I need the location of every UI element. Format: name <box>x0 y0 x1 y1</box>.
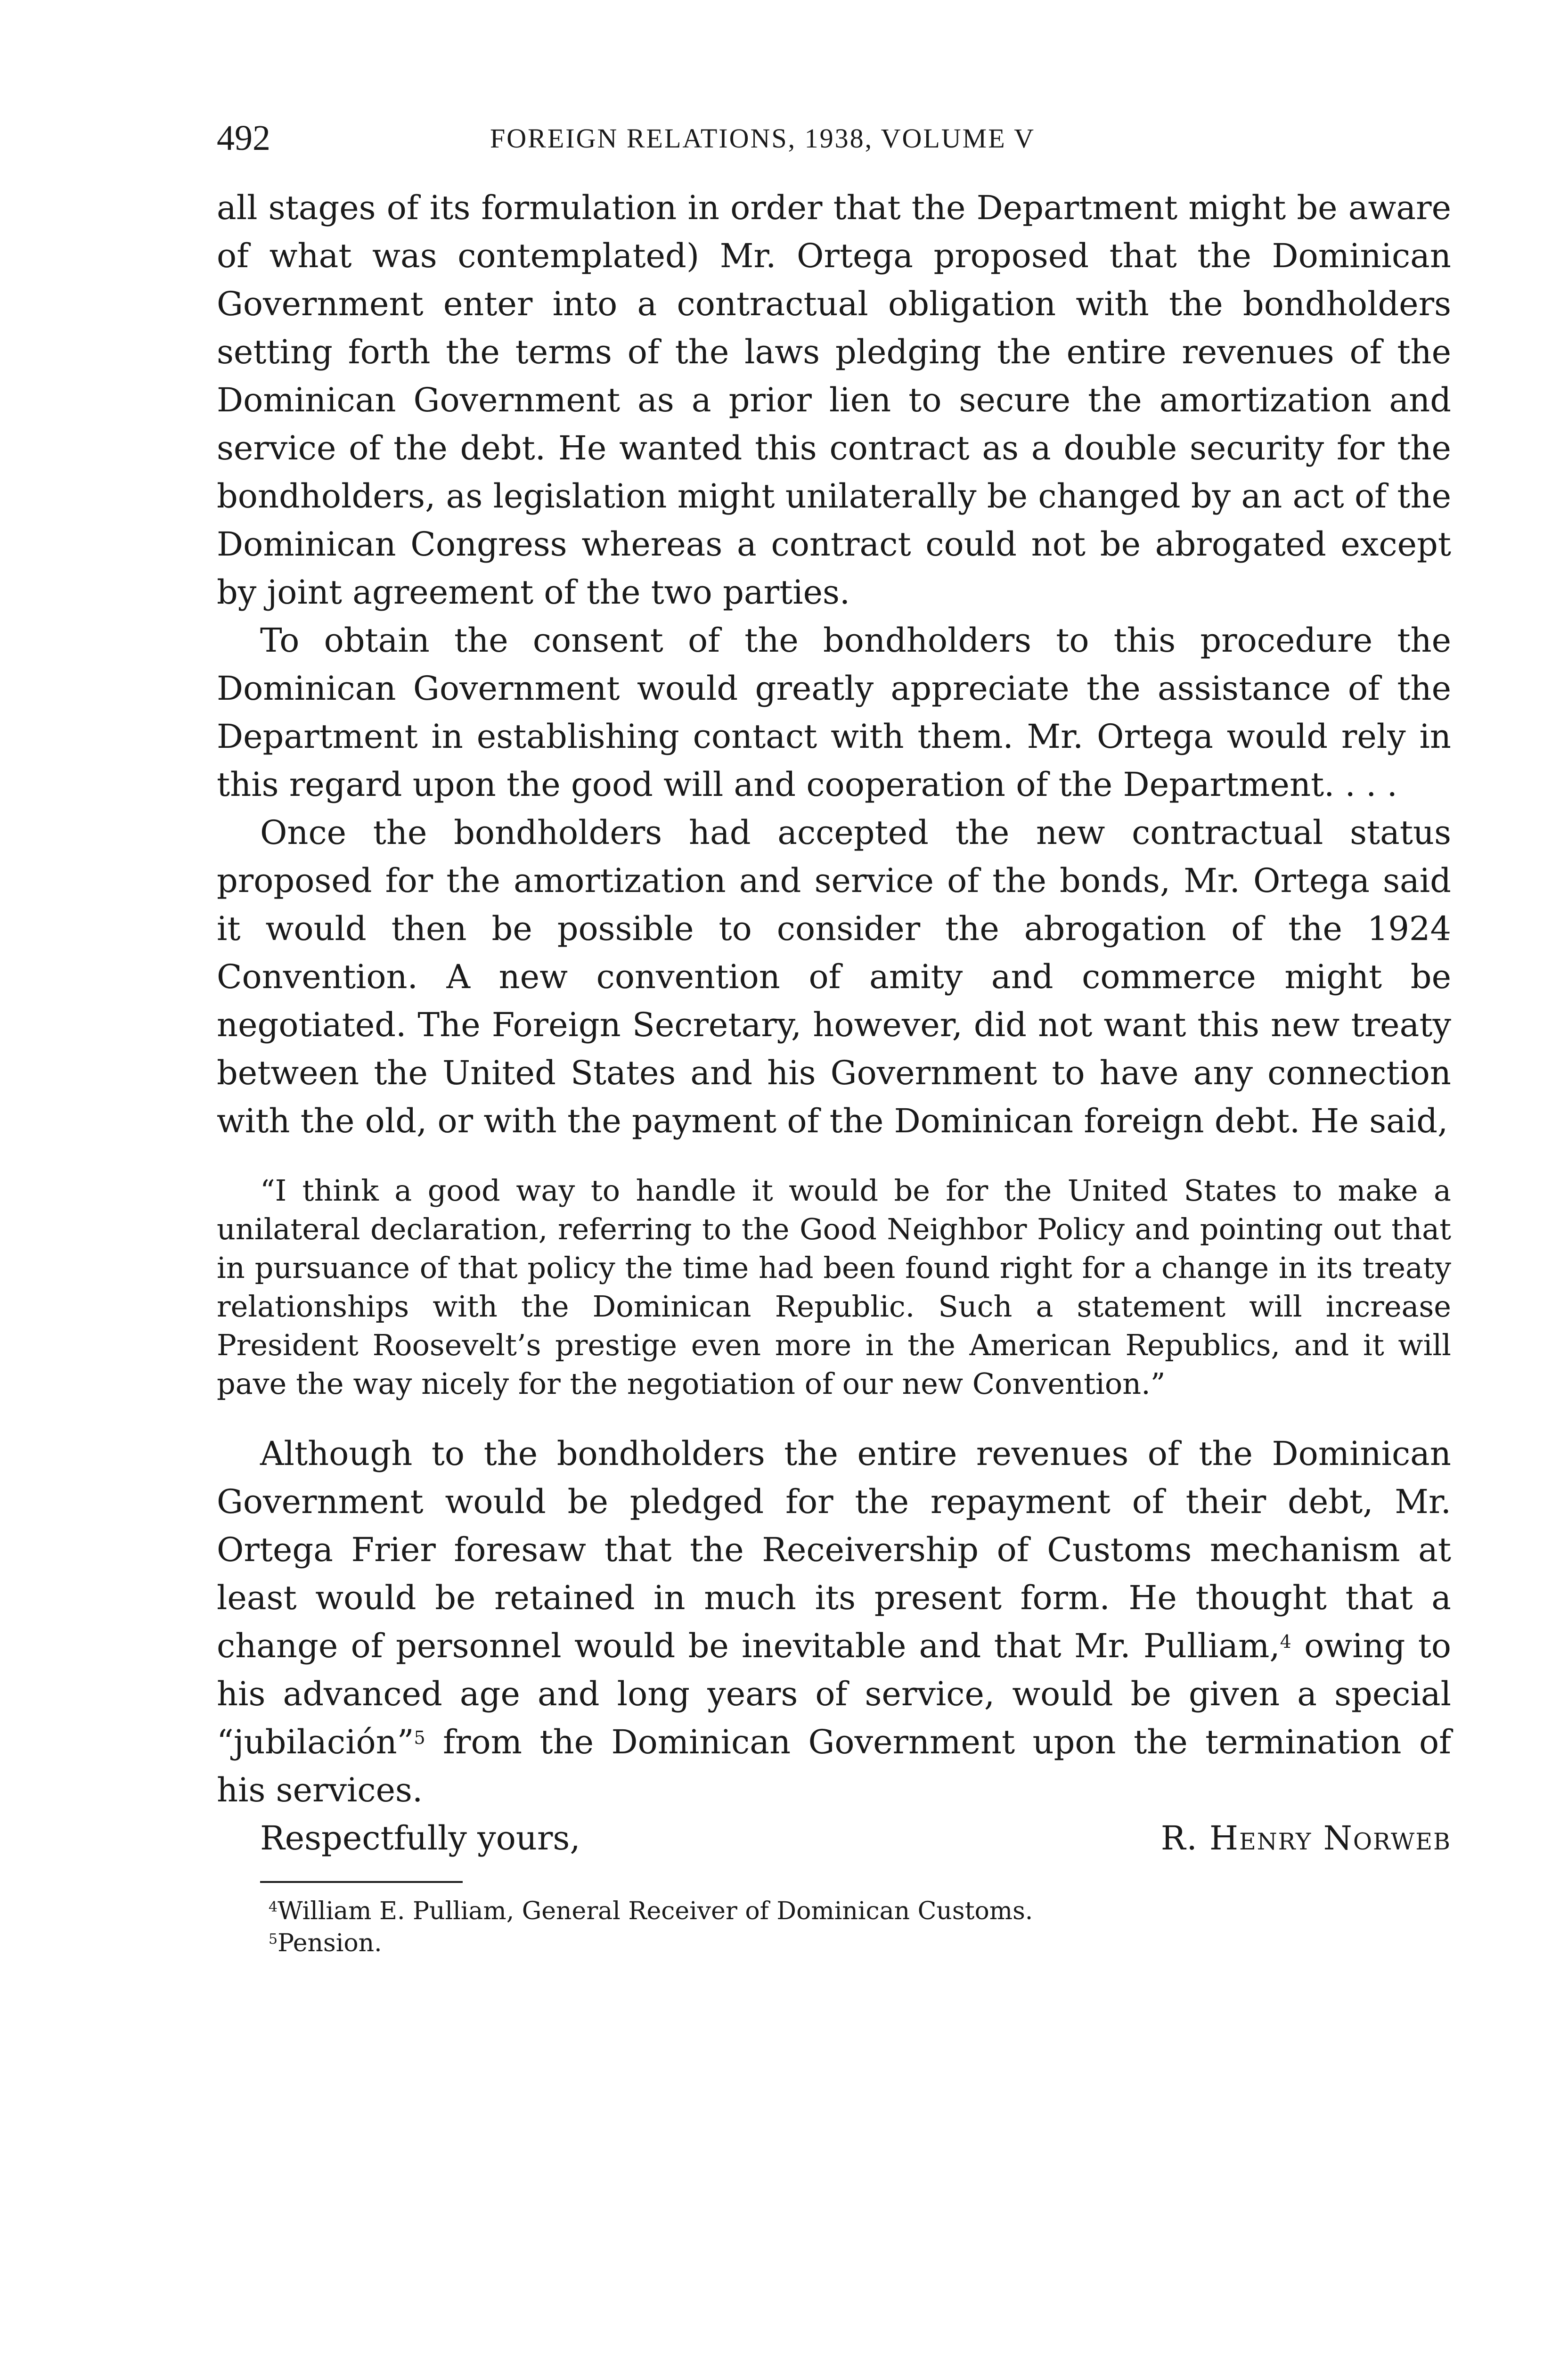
footnote-5-text: Pension. <box>278 1929 382 1957</box>
footnote-4 <box>269 1895 1451 1927</box>
paragraph-2: To obtain the consent of the bondholders to this procedure the Dominican Government would greatly appreciate the assistance of the Department in establishing contact with them. Mr. Ortega would rely in this regard upon the good will and cooperation of the Department. . . . <box>217 621 1451 804</box>
salutation: Respectfully yours, <box>260 1819 580 1857</box>
paragraph-4-part-2: owing to his advanced age and long years of service, would be given a special “jubilación” <box>217 1627 1451 1761</box>
footnotes <box>217 1895 1451 1959</box>
signatory-name: R. Henry Norweb <box>1160 1819 1451 1857</box>
paragraph-4-part-1: Although to the bondholders the entire revenues of the Dominican Government would be pledged for the repayment of their debt, Mr. Ortega Frier foresaw that the Receivership of Customs mechanism at least would be retained in much its present form. He thought that a change of personnel would be inevitable and that Mr. Pulliam, <box>217 1434 1451 1665</box>
paragraph-1: all stages of its formulation in order that the Department might be aware of what was contemplated) Mr. Ortega proposed that the Dominican Government enter into a contractual obligation with the bondholders setting forth the terms of the laws pledging the entire revenues of the Dominican Government as a prior lien to secure the amortization and service of the debt. He wanted this contract as a double security for the bondholders, as legislation might unilaterally be changed by an act of the Dominican Congress whereas a contract could not be abrogated except by joint agreement of the two parties. <box>217 188 1451 612</box>
document-page <box>217 118 1451 1959</box>
footnote-marker-4: 4 <box>269 1899 278 1915</box>
footnote-ref-4[interactable]: 4 <box>1280 1631 1291 1652</box>
footnote-4-text: William E. Pulliam, General Receiver of Dominican Customs. <box>278 1897 1033 1925</box>
footnote-5 <box>269 1927 1451 1959</box>
running-title: FOREIGN RELATIONS, 1938, VOLUME V <box>490 123 1035 154</box>
body-text <box>217 184 1451 1862</box>
page-number: 492 <box>217 118 270 158</box>
footnote-ref-5[interactable]: 5 <box>414 1727 425 1748</box>
paragraph-4 <box>217 1430 1451 1814</box>
signature-block <box>217 1814 1451 1862</box>
footnote-marker-5: 5 <box>269 1931 278 1947</box>
footnote-divider <box>260 1881 463 1883</box>
paragraph-4-part-3: from the Dominican Government upon the termination of his services. <box>217 1723 1451 1809</box>
paragraph-3: Once the bondholders had accepted the new contractual status proposed for the amortization and service of the bonds, Mr. Ortega said it would then be possible to consider the abrogation of the 1924 Convention. A new convention of amity and commerce might be negotiated. The Foreign Secretary, however, did not want this new treaty between the United States and his Government to have any connection with the old, or with the payment of the Dominican foreign debt. He said, <box>217 813 1451 1140</box>
block-quote: “I think a good way to handle it would be for the United States to make a unilateral declaration, referring to the Good Neighbor Policy and pointing out that in pursuance of that policy the time had been found right for a change in its treaty relationships with the Dominican Republic. Such a statement will increase President Roosevelt’s prestige even more in the American Republics, and it will pave the way nicely for the negotiation of our new Convention.” <box>217 1173 1451 1401</box>
running-header <box>217 118 1451 165</box>
